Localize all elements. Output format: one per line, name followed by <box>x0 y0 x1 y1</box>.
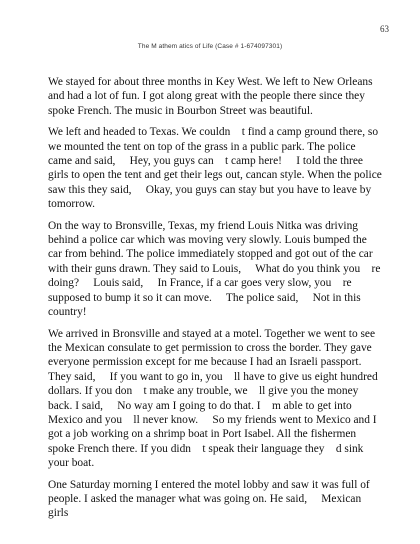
paragraph-key-west: We stayed for about three months in Key West. We left to New Orleans and had a lot of fun. I got along great with the people there since they spoke French. The music in Bourbon Street was beautiful. <box>48 76 373 117</box>
paragraph-police-bump: On the way to Bronsville, Texas, my friend Louis Nitka was driving behind a police car which was moving very slowly. Louis bumped the car from behind. The police immediately stopped and got out of the car with their guns drawn. They said to Louis, What do you think you re doing? Louis said, In France, if a car goes very slow, you re supposed to bump it so it can move. The police said, Not in this country! <box>48 219 381 319</box>
paragraph-mexican-consulate: We arrived in Bronsville and stayed at a motel. Together we went to see the Mexican consulate to get permission to cross the border. They gave everyone permission except for me because I had an Israeli passport. They said, If you want to go in, you ll have to give us eight hundred dollars. If you don t make any trouble, we ll give you the money back. I said, No way am I going to do that. I m able to get into Mexico and you ll never know. So my friends went to Mexico and I got a job working on a shrimp boat in Port Isabel. All the fishermen spoke French there. If you didn t speak their language they d sink your boat. <box>48 327 378 470</box>
running-header: The M athem atics of Life (Case # 1-674097301) <box>137 43 283 50</box>
paragraph-motel-lobby: One Saturday morning I entered the motel lobby and saw it was full of people. I asked the manager what was going on. He said, Mexican girls <box>48 478 370 520</box>
paragraph-texas-camp: We left and headed to Texas. We couldn t find a camp ground there, so we mounted the tent on top of the grass in a public park. The police came and said, Hey, you guys can t camp here! I told the three girls to open the tent and get their legs out, cancan style. When the police saw this they said, Okay, you guys can stay but you have to leave by tomorrow. <box>48 126 382 211</box>
body-text <box>48 75 382 528</box>
page-number: 63 <box>380 24 389 34</box>
